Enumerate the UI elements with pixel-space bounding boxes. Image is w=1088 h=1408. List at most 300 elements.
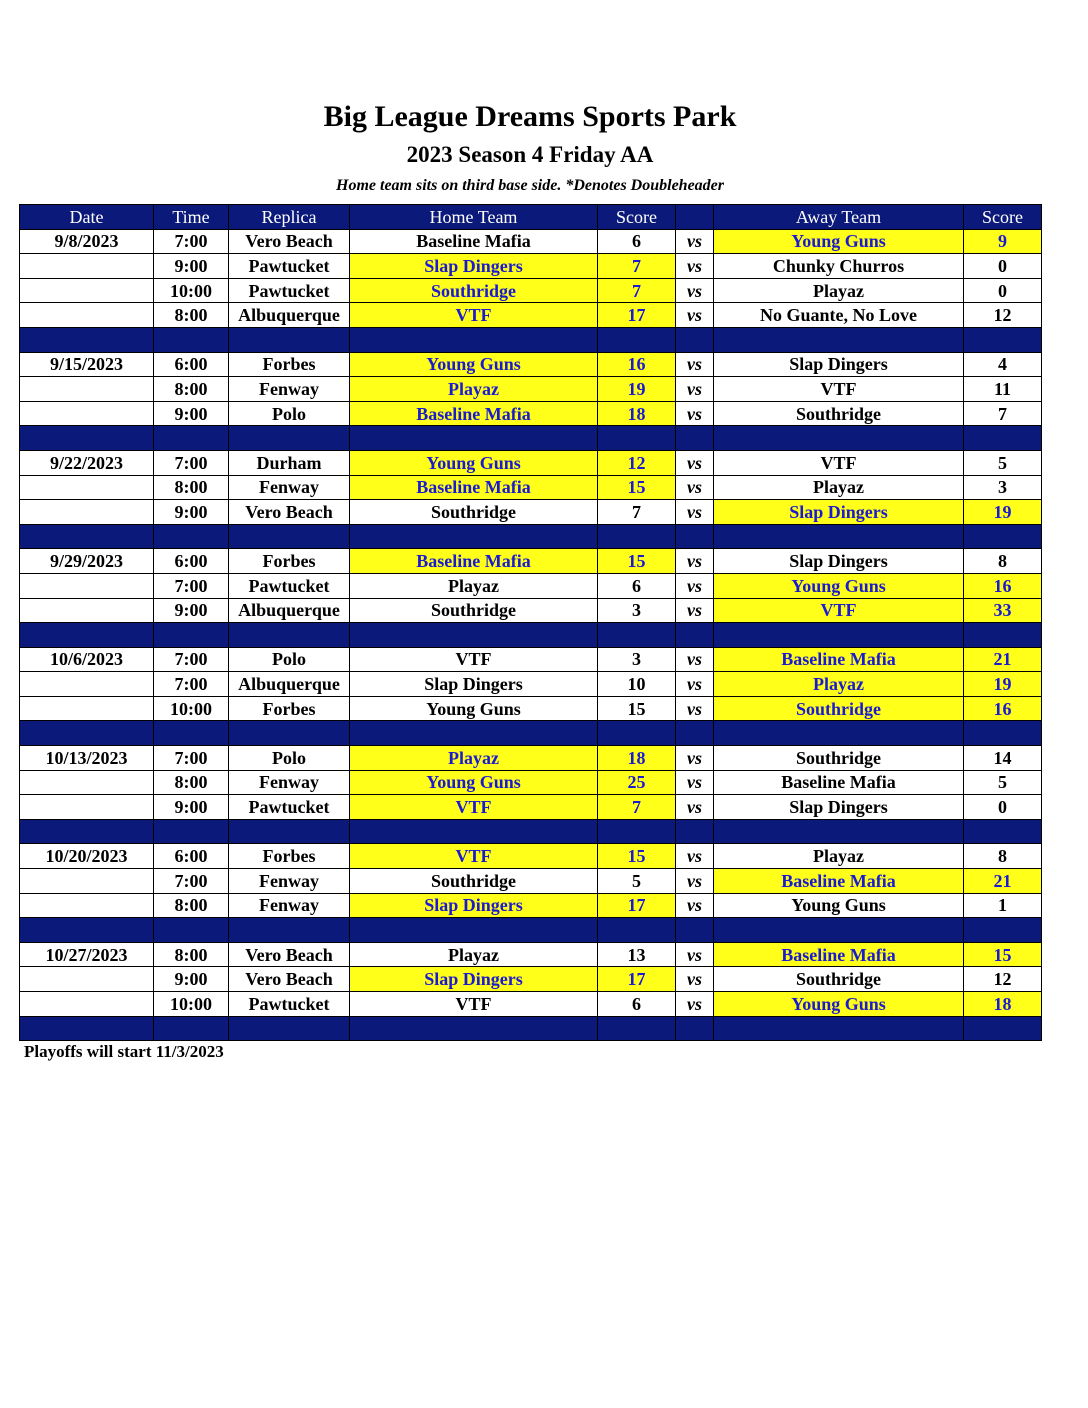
col-replica-header: Replica — [229, 205, 350, 230]
game-time: 8:00 — [154, 942, 229, 967]
separator-cell — [350, 918, 598, 943]
game-row — [20, 278, 1042, 303]
game-date — [20, 303, 154, 328]
separator-cell — [598, 819, 676, 844]
vs-label: vs — [676, 992, 714, 1017]
week-separator-row — [20, 327, 1042, 352]
away-team: VTF — [714, 377, 964, 402]
separator-cell — [229, 623, 350, 648]
away-score: 19 — [964, 672, 1042, 697]
separator-cell — [964, 1016, 1042, 1041]
separator-cell — [964, 623, 1042, 648]
game-date: 9/15/2023 — [20, 352, 154, 377]
separator-cell — [229, 426, 350, 451]
game-replica-field: Fenway — [229, 893, 350, 918]
home-score: 7 — [598, 278, 676, 303]
game-time: 10:00 — [154, 992, 229, 1017]
game-date — [20, 573, 154, 598]
vs-label: vs — [676, 303, 714, 328]
away-team: Southridge — [714, 746, 964, 771]
page-subtitle: 2023 Season 4 Friday AA — [406, 142, 654, 167]
game-time: 8:00 — [154, 893, 229, 918]
week-separator-row — [20, 1016, 1042, 1041]
schedule-body — [20, 229, 1042, 1041]
game-row — [20, 303, 1042, 328]
game-date — [20, 500, 154, 525]
game-row — [20, 254, 1042, 279]
game-time: 10:00 — [154, 278, 229, 303]
game-time: 9:00 — [154, 254, 229, 279]
game-replica-field: Durham — [229, 450, 350, 475]
separator-cell — [154, 918, 229, 943]
game-date — [20, 278, 154, 303]
separator-cell — [676, 426, 714, 451]
week-separator-row — [20, 918, 1042, 943]
vs-label: vs — [676, 401, 714, 426]
separator-cell — [154, 426, 229, 451]
week-separator-row — [20, 524, 1042, 549]
separator-cell — [20, 819, 154, 844]
away-team: Slap Dingers — [714, 352, 964, 377]
separator-cell — [714, 524, 964, 549]
vs-label: vs — [676, 278, 714, 303]
game-date: 9/22/2023 — [20, 450, 154, 475]
game-replica-field: Albuquerque — [229, 672, 350, 697]
separator-cell — [20, 426, 154, 451]
home-score: 5 — [598, 869, 676, 894]
game-date — [20, 475, 154, 500]
game-time: 8:00 — [154, 303, 229, 328]
game-time: 7:00 — [154, 573, 229, 598]
home-score: 12 — [598, 450, 676, 475]
game-time: 9:00 — [154, 967, 229, 992]
vs-label: vs — [676, 573, 714, 598]
game-time: 8:00 — [154, 377, 229, 402]
separator-cell — [676, 623, 714, 648]
separator-cell — [20, 1016, 154, 1041]
playoffs-note: Playoffs will start 11/3/2023 — [24, 1042, 224, 1061]
home-team: Playaz — [350, 573, 598, 598]
away-team: No Guante, No Love — [714, 303, 964, 328]
game-date — [20, 992, 154, 1017]
game-row — [20, 450, 1042, 475]
separator-cell — [676, 524, 714, 549]
separator-cell — [598, 721, 676, 746]
game-row — [20, 770, 1042, 795]
game-time: 7:00 — [154, 869, 229, 894]
game-replica-field: Pawtucket — [229, 573, 350, 598]
game-replica-field: Vero Beach — [229, 229, 350, 254]
game-row — [20, 746, 1042, 771]
game-time: 7:00 — [154, 450, 229, 475]
home-team: Baseline Mafia — [350, 549, 598, 574]
col-date-header: Date — [20, 205, 154, 230]
home-score: 10 — [598, 672, 676, 697]
home-score: 7 — [598, 500, 676, 525]
home-team: Baseline Mafia — [350, 475, 598, 500]
home-score: 18 — [598, 746, 676, 771]
vs-label: vs — [676, 672, 714, 697]
col-away-score-header: Score — [964, 205, 1042, 230]
vs-label: vs — [676, 770, 714, 795]
vs-label: vs — [676, 229, 714, 254]
game-replica-field: Pawtucket — [229, 254, 350, 279]
home-team: VTF — [350, 992, 598, 1017]
game-date — [20, 598, 154, 623]
home-team: Young Guns — [350, 770, 598, 795]
separator-cell — [20, 623, 154, 648]
home-team: Slap Dingers — [350, 893, 598, 918]
home-team: Slap Dingers — [350, 672, 598, 697]
away-team: Playaz — [714, 278, 964, 303]
game-row — [20, 598, 1042, 623]
vs-label: vs — [676, 967, 714, 992]
away-team: Baseline Mafia — [714, 647, 964, 672]
col-home-team-header: Home Team — [350, 205, 598, 230]
vs-label: vs — [676, 844, 714, 869]
game-time: 9:00 — [154, 401, 229, 426]
vs-label: vs — [676, 377, 714, 402]
vs-label: vs — [676, 450, 714, 475]
away-score: 0 — [964, 254, 1042, 279]
separator-cell — [350, 426, 598, 451]
away-score: 1 — [964, 893, 1042, 918]
game-replica-field: Fenway — [229, 377, 350, 402]
game-time: 7:00 — [154, 672, 229, 697]
separator-cell — [20, 327, 154, 352]
home-score: 25 — [598, 770, 676, 795]
game-time: 7:00 — [154, 746, 229, 771]
game-replica-field: Vero Beach — [229, 942, 350, 967]
game-row — [20, 401, 1042, 426]
separator-cell — [714, 426, 964, 451]
home-team: Playaz — [350, 377, 598, 402]
home-team: Southridge — [350, 500, 598, 525]
separator-cell — [964, 524, 1042, 549]
week-separator-row — [20, 623, 1042, 648]
week-separator-row — [20, 426, 1042, 451]
separator-cell — [229, 524, 350, 549]
away-team: Playaz — [714, 475, 964, 500]
separator-cell — [714, 721, 964, 746]
game-date — [20, 967, 154, 992]
game-row — [20, 500, 1042, 525]
away-score: 8 — [964, 549, 1042, 574]
vs-label: vs — [676, 647, 714, 672]
game-row — [20, 893, 1042, 918]
col-time-header: Time — [154, 205, 229, 230]
home-team: Southridge — [350, 598, 598, 623]
vs-label: vs — [676, 598, 714, 623]
game-date: 10/6/2023 — [20, 647, 154, 672]
separator-cell — [964, 918, 1042, 943]
away-score: 9 — [964, 229, 1042, 254]
game-date: 9/8/2023 — [20, 229, 154, 254]
game-row — [20, 475, 1042, 500]
away-score: 8 — [964, 844, 1042, 869]
separator-cell — [676, 819, 714, 844]
header-row — [20, 205, 1042, 230]
separator-cell — [20, 918, 154, 943]
game-date: 10/27/2023 — [20, 942, 154, 967]
game-date — [20, 254, 154, 279]
home-team: Slap Dingers — [350, 967, 598, 992]
game-row — [20, 942, 1042, 967]
vs-label: vs — [676, 696, 714, 721]
home-score: 7 — [598, 795, 676, 820]
home-team: Playaz — [350, 942, 598, 967]
col-away-team-header: Away Team — [714, 205, 964, 230]
away-score: 11 — [964, 377, 1042, 402]
away-score: 21 — [964, 869, 1042, 894]
vs-label: vs — [676, 352, 714, 377]
away-team: Young Guns — [714, 893, 964, 918]
separator-cell — [350, 623, 598, 648]
away-team: Baseline Mafia — [714, 869, 964, 894]
away-score: 3 — [964, 475, 1042, 500]
home-team: Playaz — [350, 746, 598, 771]
game-replica-field: Vero Beach — [229, 967, 350, 992]
game-row — [20, 377, 1042, 402]
home-score: 3 — [598, 647, 676, 672]
separator-cell — [598, 426, 676, 451]
away-team: Young Guns — [714, 573, 964, 598]
away-score: 5 — [964, 770, 1042, 795]
game-date — [20, 869, 154, 894]
game-row — [20, 573, 1042, 598]
separator-cell — [676, 918, 714, 943]
separator-cell — [350, 327, 598, 352]
away-score: 14 — [964, 746, 1042, 771]
vs-label: vs — [676, 893, 714, 918]
separator-cell — [229, 918, 350, 943]
home-team: VTF — [350, 844, 598, 869]
home-team: Young Guns — [350, 450, 598, 475]
game-row — [20, 229, 1042, 254]
vs-label: vs — [676, 254, 714, 279]
separator-cell — [598, 623, 676, 648]
home-score: 13 — [598, 942, 676, 967]
away-team: Southridge — [714, 696, 964, 721]
game-time: 10:00 — [154, 696, 229, 721]
game-time: 9:00 — [154, 795, 229, 820]
separator-cell — [964, 327, 1042, 352]
game-time: 8:00 — [154, 770, 229, 795]
away-score: 21 — [964, 647, 1042, 672]
separator-cell — [714, 327, 964, 352]
separator-cell — [714, 918, 964, 943]
away-score: 0 — [964, 278, 1042, 303]
away-team: Southridge — [714, 401, 964, 426]
game-replica-field: Pawtucket — [229, 992, 350, 1017]
game-date — [20, 672, 154, 697]
schedule-table — [19, 204, 1042, 1041]
separator-cell — [154, 1016, 229, 1041]
home-score: 3 — [598, 598, 676, 623]
game-date — [20, 893, 154, 918]
game-date: 10/20/2023 — [20, 844, 154, 869]
game-replica-field: Fenway — [229, 869, 350, 894]
separator-cell — [350, 524, 598, 549]
separator-cell — [964, 819, 1042, 844]
separator-cell — [20, 721, 154, 746]
game-replica-field: Forbes — [229, 844, 350, 869]
week-separator-row — [20, 819, 1042, 844]
separator-cell — [20, 524, 154, 549]
game-time: 7:00 — [154, 229, 229, 254]
game-row — [20, 869, 1042, 894]
away-team: Baseline Mafia — [714, 942, 964, 967]
game-replica-field: Polo — [229, 647, 350, 672]
away-team: Slap Dingers — [714, 500, 964, 525]
game-replica-field: Polo — [229, 746, 350, 771]
away-score: 0 — [964, 795, 1042, 820]
home-team: VTF — [350, 303, 598, 328]
separator-cell — [154, 524, 229, 549]
game-row — [20, 672, 1042, 697]
game-replica-field: Forbes — [229, 549, 350, 574]
home-score: 17 — [598, 893, 676, 918]
game-row — [20, 647, 1042, 672]
home-team: Baseline Mafia — [350, 229, 598, 254]
home-score: 15 — [598, 696, 676, 721]
away-score: 16 — [964, 696, 1042, 721]
game-row — [20, 844, 1042, 869]
home-score: 15 — [598, 475, 676, 500]
away-team: VTF — [714, 450, 964, 475]
game-date — [20, 696, 154, 721]
game-replica-field: Fenway — [229, 475, 350, 500]
vs-label: vs — [676, 475, 714, 500]
home-score: 15 — [598, 549, 676, 574]
separator-cell — [676, 721, 714, 746]
home-score: 17 — [598, 967, 676, 992]
separator-cell — [964, 426, 1042, 451]
separator-cell — [598, 327, 676, 352]
vs-label: vs — [676, 942, 714, 967]
col-home-score-header: Score — [598, 205, 676, 230]
game-date — [20, 795, 154, 820]
game-time: 6:00 — [154, 549, 229, 574]
home-team: VTF — [350, 647, 598, 672]
separator-cell — [350, 721, 598, 746]
game-replica-field: Pawtucket — [229, 795, 350, 820]
away-score: 12 — [964, 967, 1042, 992]
game-replica-field: Albuquerque — [229, 598, 350, 623]
separator-cell — [229, 721, 350, 746]
page-title: Big League Dreams Sports Park — [323, 100, 737, 133]
game-replica-field: Vero Beach — [229, 500, 350, 525]
game-replica-field: Forbes — [229, 352, 350, 377]
game-row — [20, 795, 1042, 820]
separator-cell — [598, 918, 676, 943]
away-team: Chunky Churros — [714, 254, 964, 279]
home-score: 18 — [598, 401, 676, 426]
away-team: Slap Dingers — [714, 549, 964, 574]
game-row — [20, 992, 1042, 1017]
separator-cell — [229, 819, 350, 844]
separator-cell — [154, 721, 229, 746]
away-team: Playaz — [714, 672, 964, 697]
game-time: 6:00 — [154, 352, 229, 377]
game-replica-field: Albuquerque — [229, 303, 350, 328]
home-team: Young Guns — [350, 696, 598, 721]
game-time: 7:00 — [154, 647, 229, 672]
game-date: 10/13/2023 — [20, 746, 154, 771]
separator-cell — [964, 721, 1042, 746]
separator-cell — [676, 1016, 714, 1041]
home-score: 17 — [598, 303, 676, 328]
away-team: Young Guns — [714, 992, 964, 1017]
game-time: 9:00 — [154, 500, 229, 525]
separator-cell — [350, 1016, 598, 1041]
game-replica-field: Fenway — [229, 770, 350, 795]
col-vs-header — [676, 205, 714, 230]
away-score: 5 — [964, 450, 1042, 475]
game-time: 9:00 — [154, 598, 229, 623]
home-team: Southridge — [350, 278, 598, 303]
home-score: 7 — [598, 254, 676, 279]
away-team: Young Guns — [714, 229, 964, 254]
away-team: Playaz — [714, 844, 964, 869]
home-team: Slap Dingers — [350, 254, 598, 279]
separator-cell — [676, 327, 714, 352]
separator-cell — [714, 819, 964, 844]
game-row — [20, 967, 1042, 992]
game-replica-field: Pawtucket — [229, 278, 350, 303]
separator-cell — [229, 1016, 350, 1041]
away-score: 4 — [964, 352, 1042, 377]
schedule-note: Home team sits on third base side. *Denotes Doubleheader — [336, 177, 724, 194]
away-team: Southridge — [714, 967, 964, 992]
away-team: Slap Dingers — [714, 795, 964, 820]
game-replica-field: Forbes — [229, 696, 350, 721]
week-separator-row — [20, 721, 1042, 746]
game-row — [20, 549, 1042, 574]
game-time: 8:00 — [154, 475, 229, 500]
vs-label: vs — [676, 795, 714, 820]
game-date: 9/29/2023 — [20, 549, 154, 574]
home-team: Young Guns — [350, 352, 598, 377]
separator-cell — [598, 1016, 676, 1041]
home-score: 15 — [598, 844, 676, 869]
vs-label: vs — [676, 746, 714, 771]
home-team: VTF — [350, 795, 598, 820]
home-score: 6 — [598, 229, 676, 254]
game-date — [20, 770, 154, 795]
separator-cell — [714, 1016, 964, 1041]
home-score: 19 — [598, 377, 676, 402]
home-team: Baseline Mafia — [350, 401, 598, 426]
away-score: 12 — [964, 303, 1042, 328]
separator-cell — [598, 524, 676, 549]
home-team: Southridge — [350, 869, 598, 894]
away-score: 18 — [964, 992, 1042, 1017]
home-score: 6 — [598, 992, 676, 1017]
separator-cell — [350, 819, 598, 844]
away-score: 19 — [964, 500, 1042, 525]
away-team: Baseline Mafia — [714, 770, 964, 795]
vs-label: vs — [676, 869, 714, 894]
game-row — [20, 352, 1042, 377]
separator-cell — [714, 623, 964, 648]
separator-cell — [154, 623, 229, 648]
separator-cell — [154, 819, 229, 844]
vs-label: vs — [676, 500, 714, 525]
vs-label: vs — [676, 549, 714, 574]
away-score: 7 — [964, 401, 1042, 426]
game-replica-field: Polo — [229, 401, 350, 426]
